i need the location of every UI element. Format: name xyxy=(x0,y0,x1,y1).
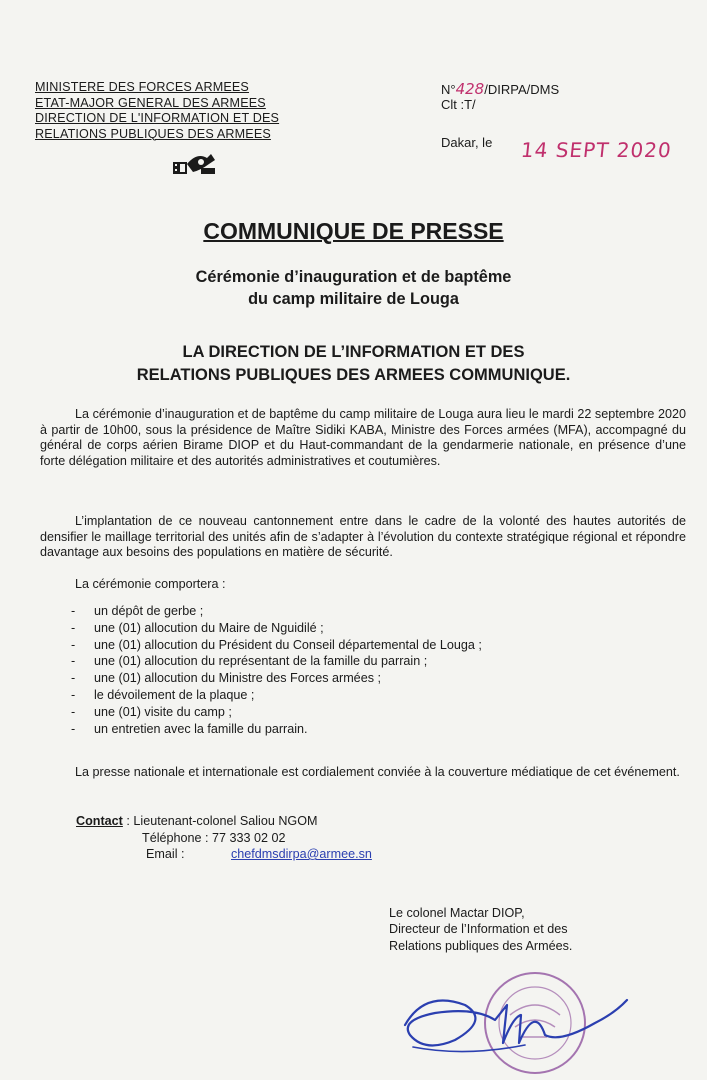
list-item-text: une (01) visite du camp ; xyxy=(94,704,232,719)
classification: Clt :T/ xyxy=(441,97,476,112)
contact-email-row xyxy=(76,846,372,863)
ref-prefix: N° xyxy=(441,82,456,97)
subtitle xyxy=(0,266,707,310)
contact-separator: : xyxy=(122,814,134,828)
contact-block xyxy=(76,813,372,863)
list-item-text: un dépôt de gerbe ; xyxy=(94,604,204,618)
ref-number-handwritten: 428 xyxy=(455,80,485,98)
communique-heading xyxy=(0,341,707,387)
paragraph-event: La cérémonie d’inauguration et de baptême du camp militaire de Louga aura lieu le mardi 22 septembre 2020 à partir de 10h00, sous la présidence de Maître Sidiki KABA, Ministre des Forces armées (MFA), accompagné du général de corps aérien Birame DIOP et du Haut-commandant de la gendarmerie nationale, en présence d’une forte délégation militaire et des autorités administratives et coutumières. xyxy=(40,407,686,468)
bullet: - xyxy=(71,721,76,736)
list-item-text: un entretien avec la famille du parrain. xyxy=(94,721,308,736)
issuing-authority xyxy=(35,80,279,142)
list-item-text: le dévoilement de la plaque ; xyxy=(94,687,255,702)
bullet: - xyxy=(71,620,76,635)
list-item-text: une (01) allocution du Ministre des Forces armées ; xyxy=(94,671,381,686)
dirpa-logo-icon xyxy=(171,150,217,176)
paragraph-context: L’implantation de ce nouveau cantonnement entre dans le cadre de la volonté des hautes autorités de densifier le maillage territorial des unités afin de s’adapter à l’évolution du contexte stratégique régional et répondre davantage aux besoins des populations en matière de sécurité. xyxy=(40,514,686,559)
ref-suffix: /DIRPA/DMS xyxy=(484,82,560,97)
staff-line: ETAT-MAJOR GENERAL DES ARMEES xyxy=(35,95,266,110)
contact-label: Contact xyxy=(76,814,123,828)
list-item-text: une (01) allocution du Président du Conseil départemental de Louga ; xyxy=(94,637,482,652)
list-item-text: une (01) allocution du Maire de Nguidilé ; xyxy=(94,620,324,635)
list-item xyxy=(71,704,482,721)
program-list xyxy=(71,603,482,737)
date-handwritten: 14 SEPT 2020 xyxy=(519,138,673,162)
directorate-line-1: DIRECTION DE L'INFORMATION ET DES xyxy=(35,111,280,125)
signatory-title-2: Relations publiques des Armées. xyxy=(389,938,573,953)
reference-number xyxy=(441,82,559,97)
bullet: - xyxy=(71,654,76,669)
list-item xyxy=(71,620,482,637)
date-label: Dakar, le xyxy=(441,135,493,150)
heading-line-2: RELATIONS PUBLIQUES DES ARMEES COMMUNIQUE. xyxy=(136,366,571,384)
list-item-text: une (01) allocution du représentant de la famille du parrain ; xyxy=(94,654,428,669)
bullet: - xyxy=(71,687,76,702)
contact-name-row xyxy=(76,813,372,830)
bullet: - xyxy=(71,604,76,618)
email-label: Email : xyxy=(146,847,185,861)
page-title: COMMUNIQUE DE PRESSE xyxy=(203,218,504,244)
list-item xyxy=(71,603,482,620)
ministry-line: MINISTERE DES FORCES ARMEES xyxy=(35,80,249,94)
list-item xyxy=(71,637,482,654)
list-item xyxy=(71,670,482,687)
paragraph-press-invitation: La presse nationale et internationale est cordialement conviée à la couverture médiatique de cet événement. xyxy=(75,765,680,779)
subtitle-line-2: du camp militaire de Louga xyxy=(248,290,459,308)
heading-line-1: LA DIRECTION DE L’INFORMATION ET DES xyxy=(182,343,525,361)
signatory-name: Le colonel Mactar DIOP, xyxy=(389,906,525,920)
program-intro: La cérémonie comportera : xyxy=(75,577,226,591)
list-item xyxy=(71,721,482,738)
directorate-line-2: RELATIONS PUBLIQUES DES ARMEES xyxy=(35,126,271,141)
contact-phone-row xyxy=(76,830,372,847)
bullet: - xyxy=(71,671,76,686)
contact-name: Lieutenant-colonel Saliou NGOM xyxy=(133,814,318,828)
subtitle-line-1: Cérémonie d’inauguration et de baptême xyxy=(195,268,512,286)
list-item xyxy=(71,653,482,670)
bullet: - xyxy=(71,637,76,652)
phone-number: 77 333 02 02 xyxy=(212,830,286,845)
list-item xyxy=(71,687,482,704)
phone-label: Téléphone : xyxy=(142,830,213,845)
signatory xyxy=(389,905,572,954)
email-link[interactable]: chefdmsdirpa@armee.sn xyxy=(231,847,372,861)
signatory-title-1: Directeur de l’Information et des xyxy=(389,922,568,937)
official-stamp-and-signature xyxy=(395,965,635,1075)
bullet: - xyxy=(71,704,76,719)
reference-block xyxy=(441,82,559,112)
